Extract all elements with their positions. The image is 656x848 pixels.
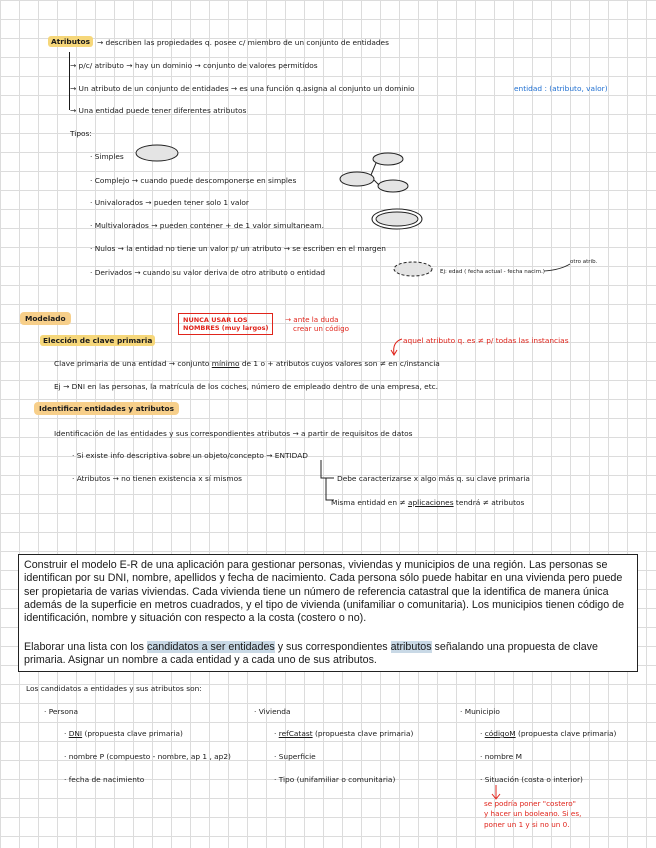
costero-booleano-note: se podría poner "costero" y hacer un booleano. Si es, poner un 1 y si no un 0.	[484, 799, 582, 829]
atributos-line4: → Una entidad puede tener diferentes atributos	[70, 106, 247, 115]
atributos-line1: → describen las propiedades q. posee c/ miembro de un conjunto de entidades	[97, 38, 389, 47]
atributos-line3: → Un atributo de un conjunto de entidades → es una función q.asigna al conjunto un dominio	[70, 84, 415, 93]
simple-attribute-ellipse	[130, 140, 190, 170]
municipio-attr-situacion: · Situación (costa o interior)	[480, 775, 583, 784]
eleccion-clave-heading: Elección de clave primaria	[40, 337, 155, 344]
tipo-univalorados: · Univalorados → pueden tener solo 1 valor	[90, 198, 249, 207]
enunciado-p1: Construir el modelo E-R de una aplicación para gestionar personas, viviendas y municipios de una región. Las personas se identifican por su DNI, nombre, apellidos y fecha de nacimiento. Cada persona sólo puede habitar en una vivienda pero puede ser propietaria de varias viviendas. Cada vivienda tiene un número de referencia catastral que la identifica de manera única además de la superficie en metros cuadrados, y el tipo de vivienda (unifamiliar o comunitaria). Los municipios tienen código de identificación, nombre y situación con respecto a la costa (costero o no).	[24, 559, 625, 625]
atributos-line2: → p/c/ atributo → hay un dominio → conjunto de valores permitidos	[70, 61, 318, 70]
vivienda-attr-tipo: · Tipo (unifamiliar o comunitaria)	[274, 775, 396, 784]
debe-caracterizarse-line: Debe caracterizarse x algo más q. su clave primaria	[337, 474, 530, 483]
ejemplo-line: Ej → DNI en las personas, la matrícula de los coches, número de empleado dentro de una empresa, etc.	[54, 382, 439, 391]
municipio-attr-codigo: · códigoM (propuesta clave primaria)	[480, 729, 617, 738]
identificar-heading: Identificar entidades y atributos	[34, 405, 179, 412]
tipos-heading: Tipos:	[70, 129, 92, 138]
tipo-simples: · Simples	[90, 152, 124, 161]
identificacion-line: Identificación de las entidades y sus correspondientes atributos → a partir de requisitos de datos	[54, 429, 413, 438]
derived-note-arrow	[540, 262, 580, 276]
atributos-existencia-line: · Atributos → no tienen existencia x sí mismos	[72, 474, 242, 483]
persona-attr-nombre: · nombre P (compuesto - nombre, ap 1 , ap2)	[64, 752, 231, 761]
si-existe-line: · Si existe info descriptiva sobre un objeto/concepto → ENTIDAD	[72, 451, 308, 460]
misma-entidad-line: Misma entidad en ≠ aplicaciones tendrá ≠ atributos	[331, 498, 525, 507]
modelado-heading: Modelado	[20, 315, 71, 322]
persona-attr-dni: · DNI (propuesta clave primaria)	[64, 729, 183, 738]
derived-attribute-ellipse	[390, 259, 440, 281]
derivado-example: Ej: edad ( fecha actual - fecha nacim.)	[440, 269, 545, 275]
municipio-title: · Municipio	[460, 707, 500, 716]
enunciado-p2: Elaborar una lista con los candidatos a ser entidades y sus correspondientes atributos señalando una propuesta de clave primaria. Asignar un nombre a cada entidad y a cada uno de sus atributos.	[24, 641, 598, 667]
persona-title: · Persona	[44, 707, 79, 716]
clave-primaria-line: Clave primaria de una entidad → conjunto mínimo de 1 o + atributos cuyos valores son ≠ en c/instancia	[54, 359, 440, 368]
tipo-nulos: · Nulos → la entidad no tiene un valor p/ un atributo → se escriben en el margen	[90, 244, 386, 253]
persona-attr-fecha: · fecha de nacimiento	[64, 775, 145, 784]
tipo-derivados: · Derivados → cuando su valor deriva de otro atributo o entidad	[90, 268, 326, 277]
derivado-note: otro atrib.	[570, 259, 598, 265]
multivalued-attribute-ellipse	[365, 205, 435, 235]
nunca-usar-box: NUNCA USAR LOS NOMBRES (muy largos)	[178, 313, 273, 335]
aquel-atributo-note: aquel atributo q. es ≠ p/ todas las instancias	[403, 336, 569, 345]
tipo-multivalorados: · Multivalorados → pueden contener + de 1 valor simultaneam.	[90, 221, 324, 230]
enunciado-box	[18, 554, 638, 672]
tipo-complejo: · Complejo → cuando puede descomponerse en simples	[90, 176, 297, 185]
compound-attribute-diagram	[330, 150, 420, 190]
vivienda-attr-superficie: · Superficie	[274, 752, 316, 761]
vivienda-title: · Vivienda	[254, 707, 291, 716]
atributos-heading: Atributos	[48, 38, 93, 45]
municipio-attr-nombre: · nombre M	[480, 752, 522, 761]
ante-la-duda-note: → ante la duda crear un código	[285, 315, 350, 334]
vivienda-attr-ref: · refCatast (propuesta clave primaria)	[274, 729, 414, 738]
candidatos-intro: Los candidatos a entidades y sus atributos son:	[26, 684, 202, 693]
atributos-line3-blue: entidad : (atributo, valor)	[514, 84, 608, 93]
